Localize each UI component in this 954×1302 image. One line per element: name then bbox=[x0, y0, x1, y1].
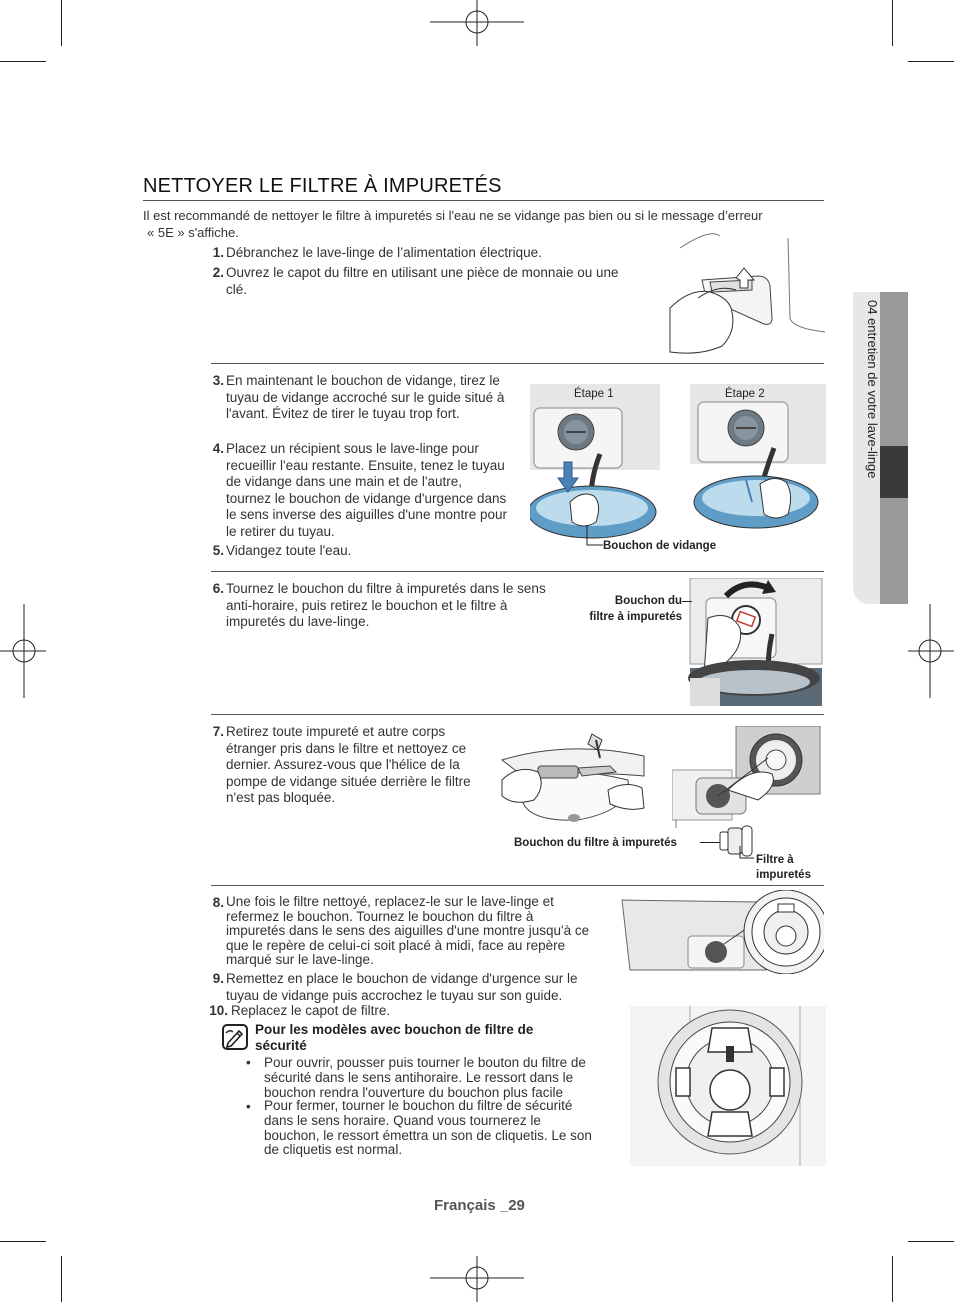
step-3: 3. En maintenant le bouchon de vidange, tirez le tuyau de vidange accroché sur le guide situé à l'avant. Évitez de tirer le tuyau trop fort. bbox=[212, 373, 505, 421]
crop-mark bbox=[0, 1241, 46, 1242]
illustration-turn-filter bbox=[684, 578, 824, 706]
callout-line-filtre bbox=[682, 601, 692, 602]
crop-mark bbox=[892, 1256, 893, 1302]
registration-mark-right bbox=[908, 604, 954, 698]
step-8: 8. Une fois le filtre nettoyé, replacez-le sur le lave-linge et refermez le bouchon. Tournez le bouchon du filtre à impuretés dans le sens des aiguilles d'une montre jusqu'à ce que le repère de celui-ci soit placé à midi, face au repère marqué sur le lave-linge. bbox=[212, 894, 590, 968]
intro-line-2: « 5E » s'affiche. bbox=[147, 225, 239, 240]
crop-mark bbox=[908, 61, 954, 62]
section-divider bbox=[211, 714, 824, 715]
crop-mark bbox=[892, 0, 893, 46]
filtre-impuretes-label: Filtre à impuretés bbox=[756, 854, 811, 881]
note-title: Pour les modèles avec bouchon de filtre de sécurité bbox=[255, 1022, 534, 1053]
step-7: 7. Retirez toute impureté et autre corps étranger pris dans le filtre et nettoyez ce dernier. Assurez-vous que l'hélice de la pompe de vidange située derrière le filtre n'est pas bloquée. bbox=[212, 724, 471, 805]
step-2: 2. Ouvrez le capot du filtre en utilisant une pièce de monnaie ou une clé. bbox=[212, 265, 619, 297]
illustration-safety-filter bbox=[630, 1006, 826, 1166]
section-divider bbox=[211, 571, 824, 572]
bouchon-filtre-label-step7: Bouchon du filtre à impuretés bbox=[514, 837, 677, 849]
illustration-etape-2 bbox=[690, 384, 826, 542]
callout-line-filtre-impuretes bbox=[738, 846, 758, 862]
illustration-clean-filter bbox=[498, 730, 648, 830]
section-divider bbox=[211, 363, 824, 364]
step-4: 4. Placez un récipient sous le lave-linge pour recueillir l'eau restante. Ensuite, tenez le tuyau de vidange dans une main et de l'autre, tournez le bouchon de vidange d'urgence dans le sens inverse des aiguilles d'une montre pour le retirer du tuyau. bbox=[212, 441, 507, 539]
registration-mark-top bbox=[430, 0, 524, 46]
step-1: 1. Débranchez le lave-linge de l’alimentation électrique. bbox=[212, 245, 542, 260]
side-tab-label: 04 entretien de votre lave-linge bbox=[865, 300, 880, 479]
illustration-etape-1 bbox=[530, 384, 660, 542]
side-tab-marker bbox=[880, 446, 908, 498]
crop-mark bbox=[61, 0, 62, 46]
page-footer: Français _29 bbox=[434, 1197, 525, 1214]
callout-line-vidange bbox=[585, 525, 605, 549]
etape-1-label: Étape 1 bbox=[574, 388, 614, 400]
step-6: 6. Tournez le bouchon du filtre à impuretés dans le sens anti-horaire, puis retirez le bouchon et le filtre à impuretés du lave-linge. bbox=[212, 581, 546, 629]
bouchon-filtre-label-step6: Bouchon du filtre à impuretés bbox=[589, 595, 682, 623]
step-9: 9. Remettez en place le bouchon de vidange d'urgence sur le tuyau de vidange puis accrochez le tuyau sur son guide. bbox=[212, 971, 578, 1003]
illustration-open-cover bbox=[640, 228, 825, 356]
intro-line-1: Il est recommandé de nettoyer le filtre à impuretés si l'eau ne se vidange pas bien ou si le message d’erreur bbox=[143, 208, 763, 223]
crop-mark bbox=[61, 1256, 62, 1302]
bouchon-vidange-label: Bouchon de vidange bbox=[603, 540, 717, 552]
registration-mark-left bbox=[0, 604, 46, 698]
pencil-note-icon bbox=[222, 1024, 248, 1050]
illustration-pump-impeller bbox=[672, 726, 822, 828]
etape-2-label: Étape 2 bbox=[725, 388, 765, 400]
section-divider bbox=[211, 885, 824, 886]
step-5: 5. Vidangez toute l'eau. bbox=[212, 543, 352, 558]
note-bullet: • Pour fermer, tourner le bouchon du filtre de sécurité dans le sens horaire. Quand vous tournerez le bouchon, le ressort émettra un son de cliquetis. Le son de cliquetis est normal. bbox=[246, 1098, 592, 1158]
registration-mark-bottom bbox=[430, 1256, 524, 1302]
illustration-replace-filter bbox=[620, 890, 824, 974]
step-10: 10. Replacez le capot de filtre. bbox=[209, 1003, 391, 1018]
page-title: NETTOYER LE FILTRE À IMPURETÉS bbox=[143, 173, 824, 201]
note-bullet: • Pour ouvrir, pousser puis tourner le bouton du filtre de sécurité dans le sens antihoraire. Le ressort dans le bouchon rendra l'ouverture du bouchon plus facile bbox=[246, 1055, 586, 1100]
crop-mark bbox=[0, 61, 46, 62]
crop-mark bbox=[908, 1241, 954, 1242]
